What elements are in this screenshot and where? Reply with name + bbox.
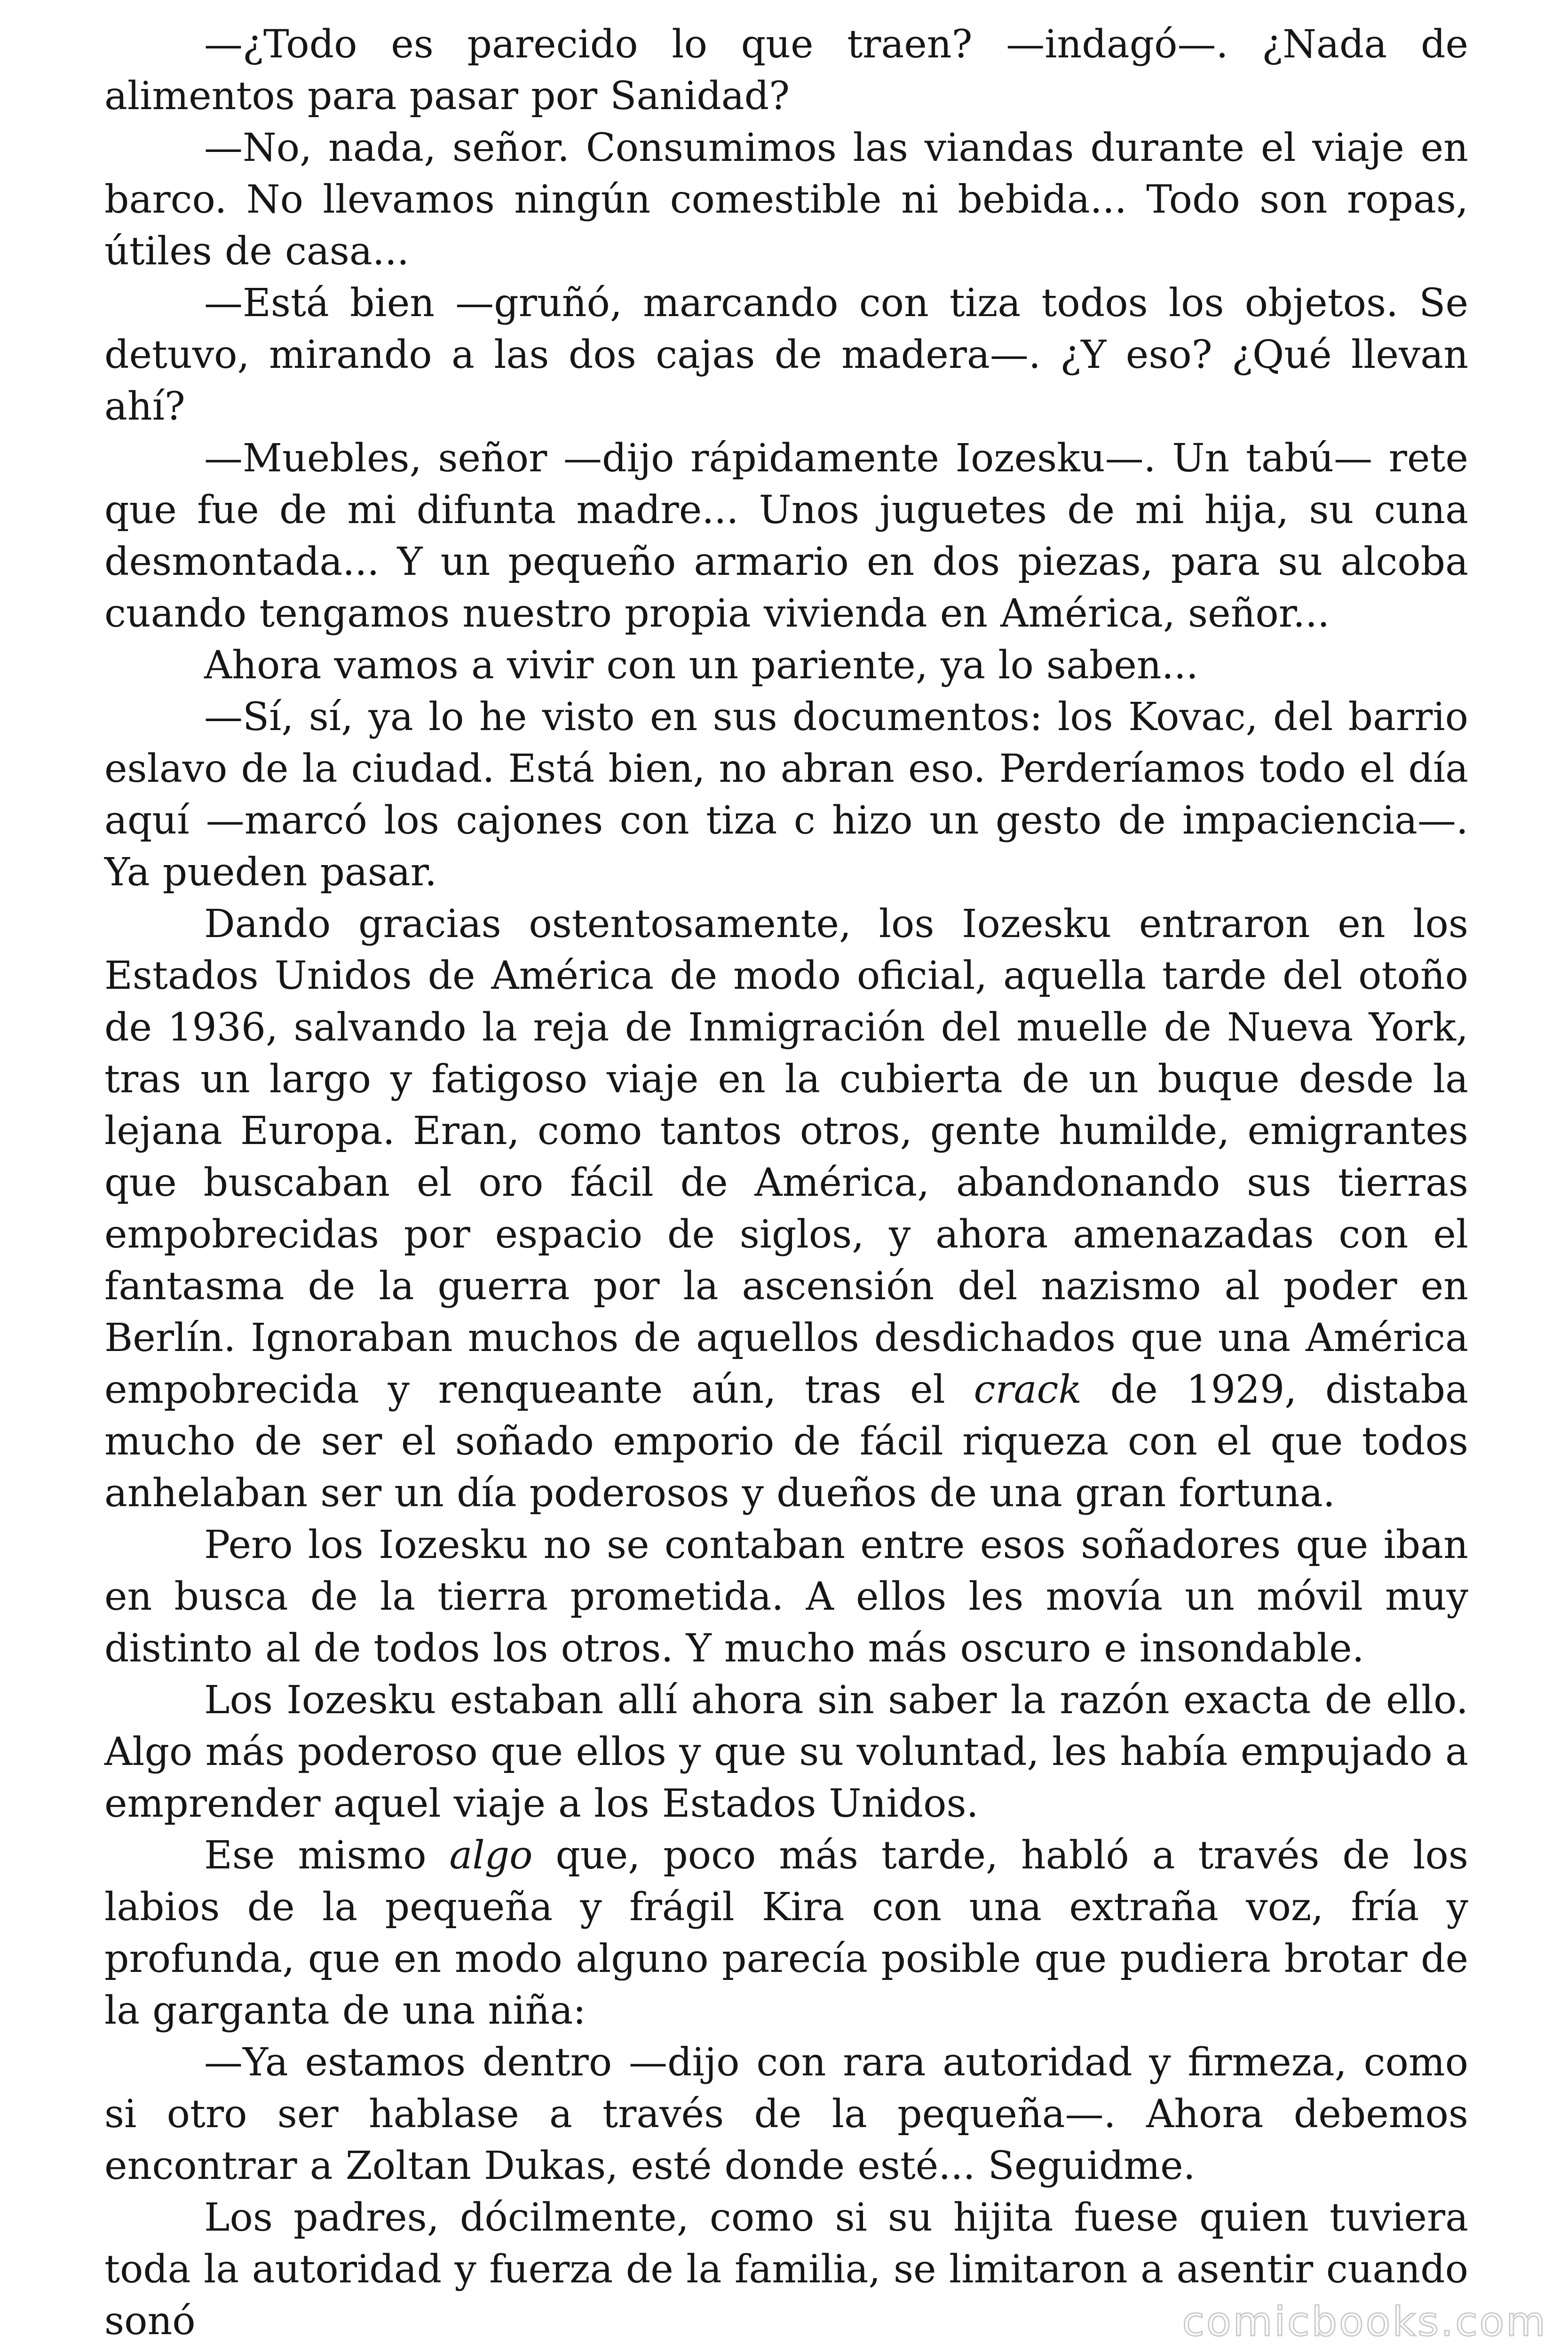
paragraph: Los Iozesku estaban allí ahora sin saber la razón exacta de ello. Algo más poderoso que ellos y que su voluntad, les había empujado a emprender aquel viaje a los Estados Unidos. [104,1678,1468,1826]
paragraph: Ahora vamos a vivir con un pariente, ya lo saben... [204,643,1198,688]
paragraph: Pero los Iozesku no se contaban entre esos soñadores que iban en busca de la tierra prometida. A ellos les movía un móvil muy distinto al de todos los otros. Y mucho más oscuro e insondable. [104,1523,1468,1671]
paragraph: Los padres, dócilmente, como si su hijita fuese quien tuviera toda la autoridad y fuerza de la familia, se limitaron a asentir cuando sonó [104,2195,1468,2344]
paragraph: —Ya estamos dentro —dijo con rara autoridad y firmeza, como si otro ser hablase a través de la pequeña—. Ahora debemos encontrar a Zoltan Dukas, esté donde esté... Seguidme. [104,2040,1468,2188]
watermark: comicbooks.com [1182,2298,1547,2345]
paragraph: —No, nada, señor. Consumimos las viandas durante el viaje en barco. No llevamos ningún comestible ni bebida... Todo son ropas, útiles de casa... [104,126,1468,274]
paragraph: —Está bien —gruñó, marcando con tiza todos los objetos. Se detuvo, mirando a las dos cajas de madera—. ¿Y eso? ¿Qué llevan ahí? [104,281,1468,429]
paragraph: —Muebles, señor —dijo rápidamente Iozesku—. Un tabú— rete que fue de mi difunta madre... Unos juguetes de mi hija, su cuna desmontada... Y un pequeño armario en dos piezas, para su alcoba cuando tengamos nuestro propia vivienda en América, señor... [104,436,1468,636]
italic-term: crack [974,1367,1082,1412]
paragraph: Ese mismo algo que, poco más tarde, habló a través de los labios de la pequeña y frágil Kira con una extraña voz, fría y profunda, que en modo alguno parecía posible que pudiera brotar de la garganta de una niña: [104,1833,1468,2033]
paragraph: —¿Todo es parecido lo que traen? —indagó—. ¿Nada de alimentos para pasar por Sanidad? [104,22,1468,119]
paragraph: Dando gracias ostentosamente, los Iozesku entraron en los Estados Unidos de América de modo oficial, aquella tarde del otoño de 1936, salvando la reja de Inmigración del muelle de Nueva York, tras un largo y fatigoso viaje en la cubierta de un buque desde la lejana Europa. Eran, como tantos otros, gente humilde, emigrantes que buscaban el oro fácil de América, abandonando sus tierras empobrecidas por espacio de siglos, y ahora amenazadas con el fantasma de la guerra por la ascensión del nazismo al poder en Berlín. Ignoraban muchos de aquellos desdichados que una América empobrecida y renqueante aún, tras el crack de 1929, distaba mucho de ser el soñado emporio de fácil riqueza con el que todos anhelaban ser un día poderosos y dueños de una gran fortuna. [104,902,1469,1516]
italic-term: algo [449,1833,533,1878]
paragraph: —Sí, sí, ya lo he visto en sus documentos: los Kovac, del barrio eslavo de la ciudad. Está bien, no abran eso. Perderíamos todo el día aquí —marcó los cajones con tiza c hizo un gesto de impaciencia—. Ya pueden pasar. [104,695,1468,895]
book-page-text [104,19,1468,2347]
